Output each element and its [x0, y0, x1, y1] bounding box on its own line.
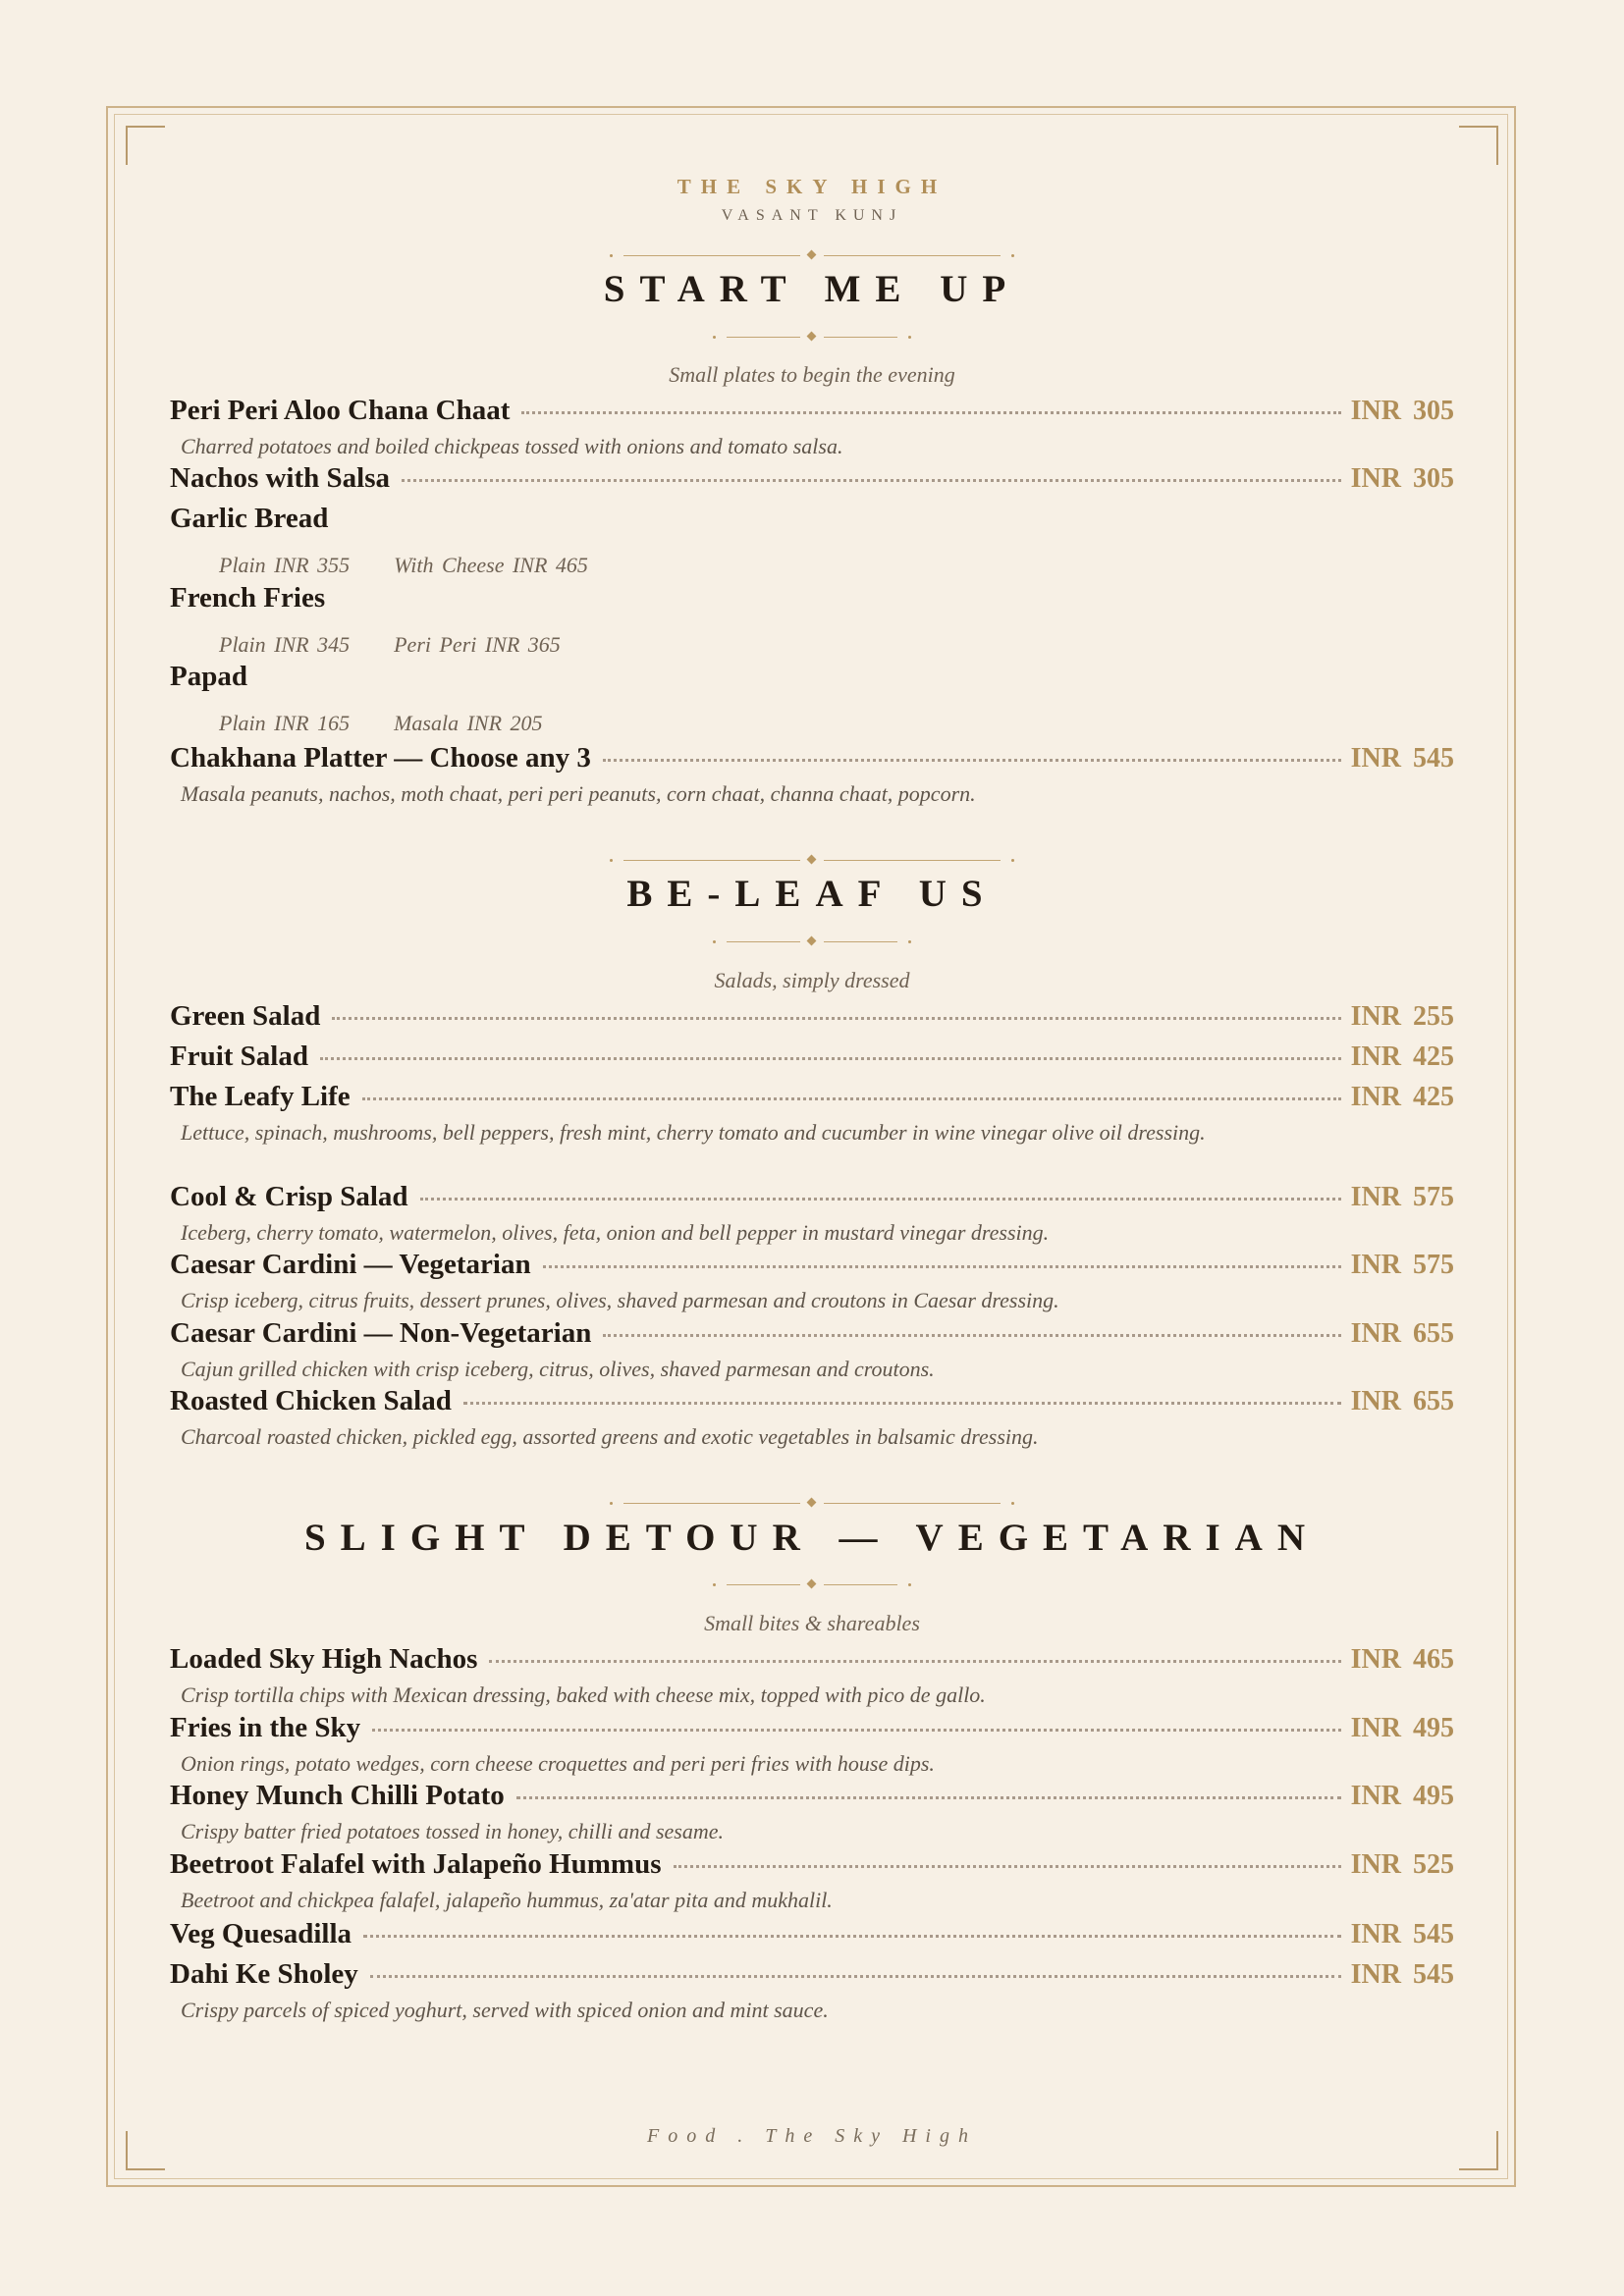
menu-item-row	[170, 503, 1454, 535]
section-title: BE-LEAF US	[626, 873, 998, 915]
menu-item-row	[170, 1181, 1454, 1213]
dotted-leader	[420, 1198, 1341, 1201]
corner-ornament-bottom-left	[126, 2131, 165, 2170]
menu-item-price: INR 525	[1350, 1849, 1454, 1880]
menu-item-variant: Plain INR 165	[219, 711, 351, 735]
ornament-diamond	[807, 332, 817, 342]
section-title: START ME UP	[603, 268, 1021, 310]
menu-item-name: Cool & Crisp Salad	[170, 1181, 408, 1212]
section-divider-top	[170, 251, 1454, 261]
menu-item-price: INR 255	[1350, 1001, 1454, 1032]
ornament-line	[824, 255, 1001, 256]
menu-item-name: Roasted Chicken Salad	[170, 1385, 452, 1416]
menu-item-description: Onion rings, potato wedges, corn cheese croquettes and peri peri fries with house dips.	[181, 1751, 935, 1776]
menu-item-name: Loaded Sky High Nachos	[170, 1643, 478, 1675]
menu-item-row	[170, 742, 1454, 774]
brand-location: VASANT KUNJ	[721, 207, 903, 224]
menu-item	[170, 1643, 1454, 1710]
menu-item	[170, 1000, 1454, 1033]
menu-item-name: Fruit Salad	[170, 1041, 308, 1072]
ornament-line	[623, 860, 800, 861]
ornament-line	[727, 337, 800, 338]
menu-item-row	[170, 1643, 1454, 1676]
menu-item	[170, 503, 1454, 578]
menu-item-row	[170, 1848, 1454, 1881]
menu-item-row	[170, 661, 1454, 693]
ornament-line	[727, 941, 800, 942]
ornament-dot	[908, 940, 911, 943]
menu-item-name: Veg Quesadilla	[170, 1918, 352, 1949]
menu-item-price: INR 545	[1350, 1919, 1454, 1949]
section-divider-top	[170, 1499, 1454, 1509]
dotted-leader	[516, 1796, 1341, 1799]
ornament-line	[623, 1503, 800, 1504]
ornament-line	[727, 1584, 800, 1585]
menu-item	[170, 1918, 1454, 1950]
menu-item	[170, 1780, 1454, 1846]
menu-item-price: INR 575	[1350, 1250, 1454, 1280]
menu-item-row	[170, 582, 1454, 614]
dotted-leader	[603, 1334, 1340, 1337]
menu-item	[170, 582, 1454, 658]
dotted-leader	[363, 1935, 1341, 1938]
menu-item	[170, 1181, 1454, 1248]
section-divider-bottom	[170, 1580, 1454, 1590]
menu-item-variants	[219, 553, 1454, 578]
menu-item-row	[170, 1249, 1454, 1281]
menu-item-price: INR 545	[1350, 1959, 1454, 1990]
ornament-diamond	[807, 855, 817, 865]
menu-item-row	[170, 1081, 1454, 1113]
menu-item-row	[170, 1041, 1454, 1073]
menu-item-price: INR 655	[1350, 1386, 1454, 1416]
menu-item-description: Cajun grilled chicken with crisp iceberg, citrus, olives, shaved parmesan and croutons.	[181, 1357, 935, 1381]
menu-item-price: INR 425	[1350, 1041, 1454, 1072]
menu-item	[170, 395, 1454, 461]
ornament-dot	[1011, 254, 1014, 257]
menu-item-price: INR 305	[1350, 396, 1454, 426]
section-divider-top	[170, 856, 1454, 866]
ornament-diamond	[807, 936, 817, 946]
menu-item-variant: Plain INR 345	[219, 632, 351, 657]
menu-item-row	[170, 395, 1454, 427]
section-subtitle: Small bites & shareables	[704, 1611, 920, 1635]
dotted-leader	[603, 759, 1341, 762]
menu-item-variant: Peri Peri INR 365	[394, 632, 561, 657]
menu-item-price: INR 465	[1350, 1644, 1454, 1675]
ornament-diamond	[807, 250, 817, 260]
dotted-leader	[320, 1057, 1341, 1060]
ornament-diamond	[807, 1498, 817, 1508]
dotted-leader	[370, 1975, 1341, 1978]
menu-item-price: INR 495	[1350, 1713, 1454, 1743]
menu-item-description: Beetroot and chickpea falafel, jalapeño hummus, za'atar pita and mukhalil.	[181, 1888, 833, 1912]
dotted-leader	[463, 1402, 1341, 1405]
menu-item-name: French Fries	[170, 582, 326, 614]
menu-item-name: Fries in the Sky	[170, 1712, 361, 1743]
menu-item-name: Nachos with Salsa	[170, 462, 390, 494]
menu-item-name: Beetroot Falafel with Jalapeño Hummus	[170, 1848, 662, 1880]
ornament-line	[824, 337, 897, 338]
dotted-leader	[332, 1017, 1340, 1020]
menu-item-row	[170, 1317, 1454, 1350]
menu-item-name: Chakhana Platter — Choose any 3	[170, 742, 591, 774]
dotted-leader	[372, 1729, 1341, 1732]
corner-ornament-top-left	[126, 126, 165, 165]
menu-item-variants	[219, 711, 1454, 736]
section-divider-bottom	[170, 333, 1454, 343]
brand-name: THE SKY HIGH	[677, 175, 947, 198]
menu-item	[170, 1081, 1454, 1148]
menu-item	[170, 462, 1454, 495]
menu-item-variant: Plain INR 355	[219, 553, 351, 577]
ornament-line	[623, 255, 800, 256]
menu-item-description: Crispy parcels of spiced yoghurt, served with spiced onion and mint sauce.	[181, 1998, 829, 2022]
ornament-diamond	[807, 1579, 817, 1589]
menu-item	[170, 1041, 1454, 1073]
menu-item	[170, 1249, 1454, 1315]
menu-item	[170, 742, 1454, 809]
ornament-dot	[713, 1583, 716, 1586]
menu-item-name: The Leafy Life	[170, 1081, 351, 1112]
menu-item-name: Papad	[170, 661, 247, 692]
dotted-leader	[521, 411, 1340, 414]
menu-item-description: Lettuce, spinach, mushrooms, bell peppers, fresh mint, cherry tomato and cucumber in wine vinegar olive oil dressing.	[181, 1120, 1206, 1145]
menu-item-row	[170, 1385, 1454, 1417]
menu-item-description: Iceberg, cherry tomato, watermelon, olives, feta, onion and bell pepper in mustard vinegar dressing.	[181, 1220, 1050, 1245]
menu-item-name: Caesar Cardini — Non-Vegetarian	[170, 1317, 592, 1349]
menu-item-description: Masala peanuts, nachos, moth chaat, peri peri peanuts, corn chaat, channa chaat, popcorn.	[181, 781, 976, 806]
menu-item-name: Honey Munch Chilli Potato	[170, 1780, 505, 1811]
menu-item-price: INR 575	[1350, 1182, 1454, 1212]
menu-item-row	[170, 1712, 1454, 1744]
section-divider-bottom	[170, 937, 1454, 947]
footer-text: Food . The Sky High	[647, 2125, 977, 2147]
menu-item-variant: Masala INR 205	[394, 711, 543, 735]
menu-item-name: Caesar Cardini — Vegetarian	[170, 1249, 531, 1280]
menu-item-row	[170, 1918, 1454, 1950]
menu-item-name: Green Salad	[170, 1000, 321, 1032]
menu-item-price: INR 495	[1350, 1781, 1454, 1811]
menu-item	[170, 1385, 1454, 1452]
ornament-dot	[908, 1583, 911, 1586]
menu-item-price: INR 545	[1350, 743, 1454, 774]
menu-item-name: Dahi Ke Sholey	[170, 1958, 358, 1990]
dotted-leader	[674, 1865, 1341, 1868]
corner-ornament-top-right	[1459, 126, 1498, 165]
menu-item-name: Peri Peri Aloo Chana Chaat	[170, 395, 511, 426]
dotted-leader	[543, 1265, 1341, 1268]
ornament-line	[824, 860, 1001, 861]
ornament-dot	[610, 1502, 613, 1505]
menu-item-price: INR 655	[1350, 1318, 1454, 1349]
ornament-dot	[713, 336, 716, 339]
menu-item-description: Crisp iceberg, citrus fruits, dessert prunes, olives, shaved parmesan and croutons in Caesar dressing.	[181, 1288, 1059, 1312]
menu-item-description: Charcoal roasted chicken, pickled egg, assorted greens and exotic vegetables in balsamic dressing.	[181, 1424, 1039, 1449]
menu-item-row	[170, 462, 1454, 495]
menu-item-description: Crispy batter fried potatoes tossed in honey, chilli and sesame.	[181, 1819, 725, 1843]
ornament-line	[824, 941, 897, 942]
menu-item-row	[170, 1958, 1454, 1991]
menu-item	[170, 1317, 1454, 1384]
menu-item	[170, 1712, 1454, 1779]
menu-item	[170, 1958, 1454, 2025]
menu-item-price: INR 305	[1350, 463, 1454, 494]
ornament-dot	[610, 859, 613, 862]
menu-item-variant: With Cheese INR 465	[394, 553, 588, 577]
ornament-dot	[908, 336, 911, 339]
menu-item	[170, 1848, 1454, 1915]
dotted-leader	[489, 1660, 1340, 1663]
menu-item	[170, 661, 1454, 736]
menu-item-description: Crisp tortilla chips with Mexican dressing, baked with cheese mix, topped with pico de gallo.	[181, 1682, 986, 1707]
menu-item-row	[170, 1000, 1454, 1033]
menu-item-description: Charred potatoes and boiled chickpeas tossed with onions and tomato salsa.	[181, 434, 843, 458]
section-subtitle: Salads, simply dressed	[714, 968, 910, 992]
ornament-line	[824, 1503, 1001, 1504]
section-title: SLIGHT DETOUR — VEGETARIAN	[303, 1517, 1321, 1559]
ornament-dot	[713, 940, 716, 943]
corner-ornament-bottom-right	[1459, 2131, 1498, 2170]
menu-item-row	[170, 1780, 1454, 1812]
dotted-leader	[362, 1097, 1341, 1100]
dotted-leader	[402, 479, 1341, 482]
ornament-line	[824, 1584, 897, 1585]
ornament-dot	[610, 254, 613, 257]
ornament-dot	[1011, 1502, 1014, 1505]
menu-item-variants	[219, 632, 1454, 658]
section-subtitle: Small plates to begin the evening	[669, 362, 955, 387]
menu-item-price: INR 425	[1350, 1082, 1454, 1112]
menu-item-name: Garlic Bread	[170, 503, 329, 534]
ornament-dot	[1011, 859, 1014, 862]
